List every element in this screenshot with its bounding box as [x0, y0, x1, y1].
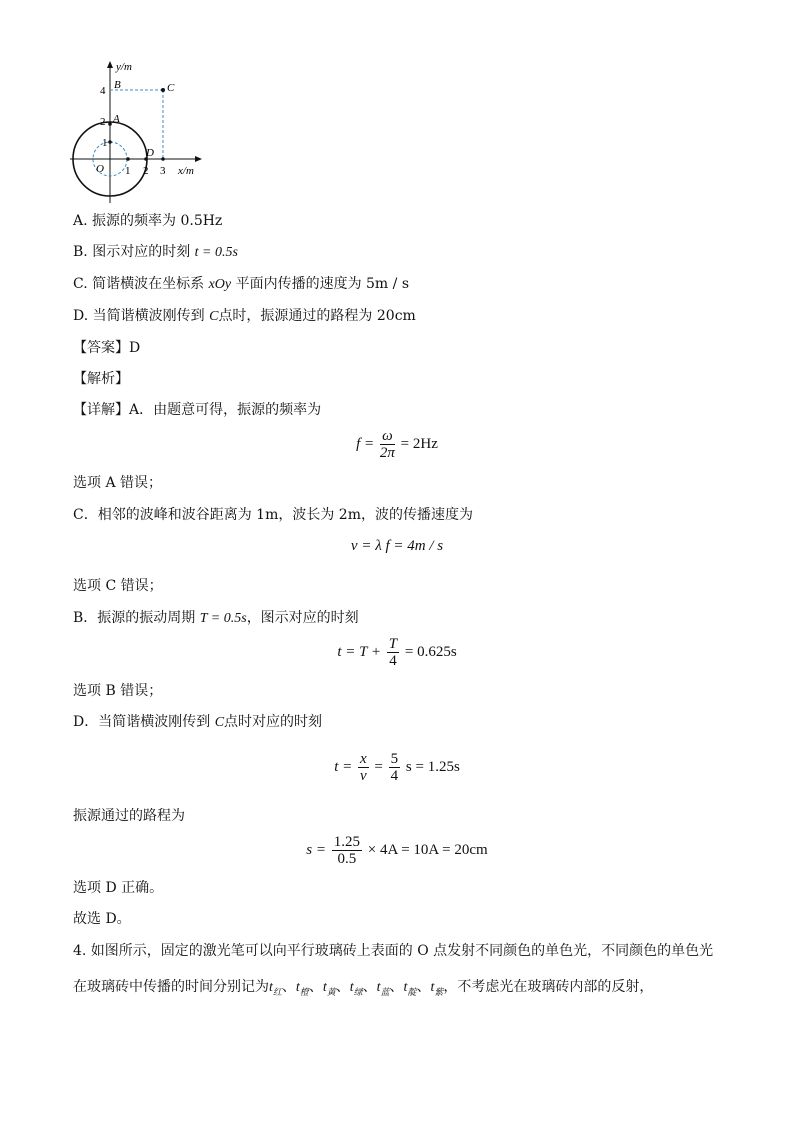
y-axis-arrow: [107, 61, 113, 68]
time-orange: $t_橙$: [295, 980, 309, 997]
eq3-lhs: t = T +: [337, 643, 382, 660]
eq3-num: T: [388, 636, 398, 652]
line-c-wrong: 选项 C 错误；: [73, 578, 163, 594]
equation-time: [0, 636, 794, 669]
origin-label: O: [96, 163, 104, 175]
equation-path: [0, 834, 794, 867]
detail-d: [73, 712, 322, 733]
eq4-mid: =: [374, 758, 383, 775]
label-a: A: [113, 113, 120, 125]
detail-d-text2: 点时对应的时刻: [224, 714, 323, 730]
detail-c: C．相邻的波峰和波谷距离为 1m，波长为 2m，波的传播速度为: [73, 507, 473, 523]
eq4-den1: v: [360, 768, 367, 784]
y-tick-4: 4: [100, 85, 106, 97]
y-tick-2: 2: [100, 116, 106, 128]
x-tick-3: 3: [160, 165, 166, 177]
question-4-line1: 4. 如图所示，固定的激光笔可以向平行玻璃砖上表面的 O 点发射不同颜色的单色光，不同颜色的单色光: [73, 943, 714, 959]
time-blue: $t_蓝$: [376, 980, 390, 997]
label-b: B: [114, 79, 121, 91]
label-d: D: [146, 147, 154, 159]
eq3-den: 4: [389, 653, 397, 669]
option-b-equation: t = 0.5s: [194, 245, 238, 260]
eq4-fraction2: [389, 751, 401, 784]
option-c: [73, 274, 409, 295]
conclusion: 故选 D。: [73, 911, 131, 927]
analysis-label: 【解析】: [73, 371, 129, 387]
line-b-wrong: 选项 B 错误；: [73, 683, 163, 699]
option-d-rest: 点时，振源通过的路程为 20cm: [218, 308, 416, 324]
eq1-fraction: [380, 428, 395, 461]
equation-arrival-time: [0, 751, 794, 784]
x-axis-label: x/m: [178, 165, 194, 177]
eq4-rhs: s = 1.25s: [405, 758, 460, 775]
eq5-lhs: s =: [306, 841, 326, 858]
eq5-fraction: [332, 834, 362, 867]
q4-text-a: 在玻璃砖中传播的时间分别记为: [73, 979, 269, 995]
time-red: $t_红$: [269, 980, 282, 997]
eq4-lhs: t =: [334, 758, 353, 775]
eq4-num1: x: [360, 751, 367, 767]
eq5-den: 0.5: [337, 851, 357, 867]
q4-text-b: ，不考虑光在玻璃砖内部的反射，: [443, 979, 654, 995]
detail-d-text1: D．当简谐横波刚传到: [73, 714, 211, 730]
option-c-rest: 平面内传播的速度为 5m / s: [235, 276, 410, 292]
answer-label: 【答案】D: [73, 340, 141, 356]
wave-figure: [60, 58, 210, 208]
time-violet: $t_紫$: [430, 980, 444, 997]
detail-b-equation: T = 0.5s: [199, 611, 247, 626]
eq4-num2: 5: [390, 751, 399, 767]
eq4-fraction1: [358, 751, 369, 784]
eq1-num: ω: [380, 428, 395, 445]
option-d-text: D. 当简谐横波刚传到: [73, 308, 205, 324]
y-tick-1: 1: [102, 137, 108, 149]
option-d-point: C: [209, 309, 219, 324]
y-axis-label: y/m: [116, 61, 132, 73]
eq5-rhs: × 4A = 10A = 20cm: [367, 841, 488, 858]
eq1-rhs: = 2Hz: [400, 435, 438, 452]
detail-d-point: C: [214, 715, 225, 730]
point-1: [108, 140, 112, 144]
option-c-system: xOy: [208, 277, 232, 292]
label-c: C: [167, 82, 175, 94]
question-4-line2: 在玻璃砖中传播的时间分别记为$t_红$、$t_橙$、$t_黄$、$t_绿$、$t_蓝$、$t_靛$、$t_紫$，不考虑光在玻璃砖内部的反射，: [73, 979, 654, 997]
eq1-lhs: f =: [356, 435, 375, 452]
path-text: 振源通过的路程为: [73, 808, 185, 824]
x-tick-1: 1: [125, 165, 131, 177]
point-x1: [126, 157, 130, 161]
x-axis-arrow: [195, 156, 202, 162]
option-a: A. 振源的频率为 0.5Hz: [73, 213, 223, 229]
line-a-wrong: 选项 A 错误；: [73, 475, 163, 491]
point-c: [161, 88, 165, 92]
equation-frequency: [0, 428, 794, 461]
option-d: [73, 306, 416, 327]
detail-a: 【详解】A．由题意可得，振源的频率为: [73, 402, 322, 418]
line-d-correct: 选项 D 正确。: [73, 880, 164, 896]
option-b-text: B. 图示对应的时刻: [73, 244, 191, 260]
option-b: [73, 242, 238, 263]
eq3-fraction: [387, 636, 399, 669]
option-c-text: C. 简谐横波在坐标系: [73, 276, 205, 292]
eq3-rhs: = 0.625s: [404, 643, 457, 660]
time-green: $t_绿$: [349, 980, 363, 997]
eq4-den2: 4: [390, 768, 399, 784]
detail-b-text2: ，图示对应的时刻: [246, 610, 359, 626]
point-x3: [161, 157, 165, 161]
point-a: [108, 122, 112, 126]
time-indigo: $t_靛$: [403, 980, 417, 997]
equation-speed: v = λ f = 4m / s: [350, 538, 444, 554]
x-tick-2: 2: [143, 165, 149, 177]
eq5-num: 1.25: [333, 834, 360, 850]
time-yellow: $t_黄$: [322, 980, 336, 997]
detail-b: [73, 608, 359, 629]
detail-b-text1: B．振源的振动周期: [73, 610, 196, 626]
eq1-den: 2π: [379, 445, 395, 461]
